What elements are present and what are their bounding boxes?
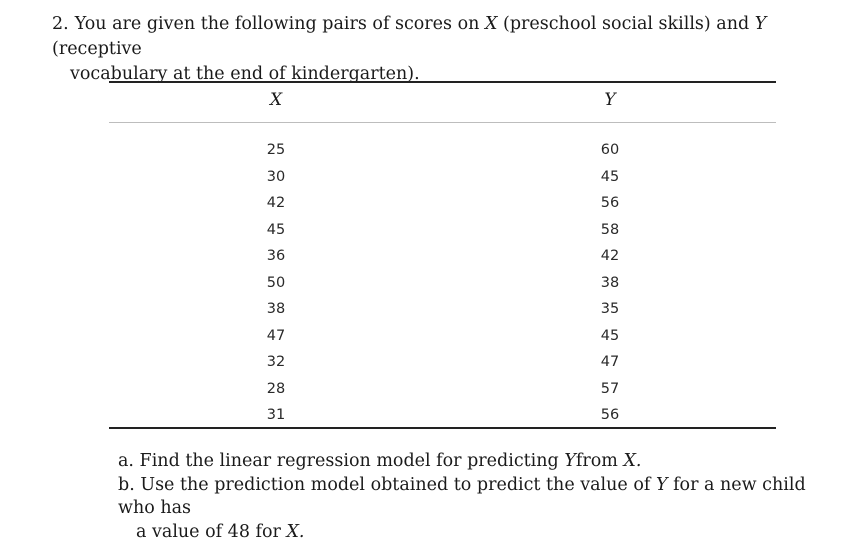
cell-y: 47 bbox=[596, 349, 624, 376]
cell-y: 56 bbox=[596, 402, 624, 429]
cell-x: 50 bbox=[262, 270, 290, 297]
cell-x: 32 bbox=[262, 349, 290, 376]
part-b-x: X. bbox=[286, 522, 304, 542]
part-b-line-2 bbox=[118, 521, 828, 544]
cell-x: 45 bbox=[262, 217, 290, 244]
cell-y: 45 bbox=[596, 323, 624, 350]
cell-y: 57 bbox=[596, 376, 624, 403]
y-description: (receptive bbox=[52, 39, 142, 59]
cell-x: 30 bbox=[262, 164, 290, 191]
part-a-from: from bbox=[576, 451, 618, 471]
cell-x: 42 bbox=[262, 190, 290, 217]
question-parts bbox=[118, 450, 828, 544]
cell-y: 35 bbox=[596, 296, 624, 323]
cell-x: 47 bbox=[262, 323, 290, 350]
table-bottom-rule bbox=[109, 427, 776, 429]
part-b-line-2-text: a value of 48 for bbox=[136, 522, 281, 542]
cell-x: 25 bbox=[262, 137, 290, 164]
header-y: Y bbox=[600, 90, 620, 110]
part-b-y: Y bbox=[656, 475, 668, 495]
cell-y: 42 bbox=[596, 243, 624, 270]
cell-y: 45 bbox=[596, 164, 624, 191]
part-a-x: X. bbox=[623, 451, 641, 471]
x-description: (preschool social skills) and bbox=[503, 14, 749, 34]
cell-x: 38 bbox=[262, 296, 290, 323]
part-a-y: Y bbox=[564, 451, 576, 471]
x-variable: X bbox=[485, 14, 497, 34]
question-text bbox=[52, 12, 832, 87]
table-header-rule bbox=[109, 122, 776, 123]
question-number: 2. bbox=[52, 14, 69, 34]
column-y bbox=[596, 137, 624, 429]
cell-y: 56 bbox=[596, 190, 624, 217]
cell-y: 58 bbox=[596, 217, 624, 244]
cell-x: 28 bbox=[262, 376, 290, 403]
cell-x: 36 bbox=[262, 243, 290, 270]
cell-y: 38 bbox=[596, 270, 624, 297]
part-b bbox=[118, 474, 828, 544]
y-variable: Y bbox=[755, 14, 767, 34]
column-x bbox=[262, 137, 290, 429]
header-x: X bbox=[266, 90, 286, 110]
part-a bbox=[118, 450, 828, 474]
part-b-suffix: for a new child who has bbox=[118, 475, 806, 519]
question-intro: You are given the following pairs of scores on bbox=[75, 14, 480, 34]
table-top-rule bbox=[109, 81, 776, 83]
cell-y: 60 bbox=[596, 137, 624, 164]
part-a-text: a. Find the linear regression model for predicting bbox=[118, 451, 559, 471]
question-line-2: vocabulary at the end of kindergarten). bbox=[52, 62, 832, 87]
cell-x: 31 bbox=[262, 402, 290, 429]
part-b-text: b. Use the prediction model obtained to predict the value of bbox=[118, 475, 650, 495]
